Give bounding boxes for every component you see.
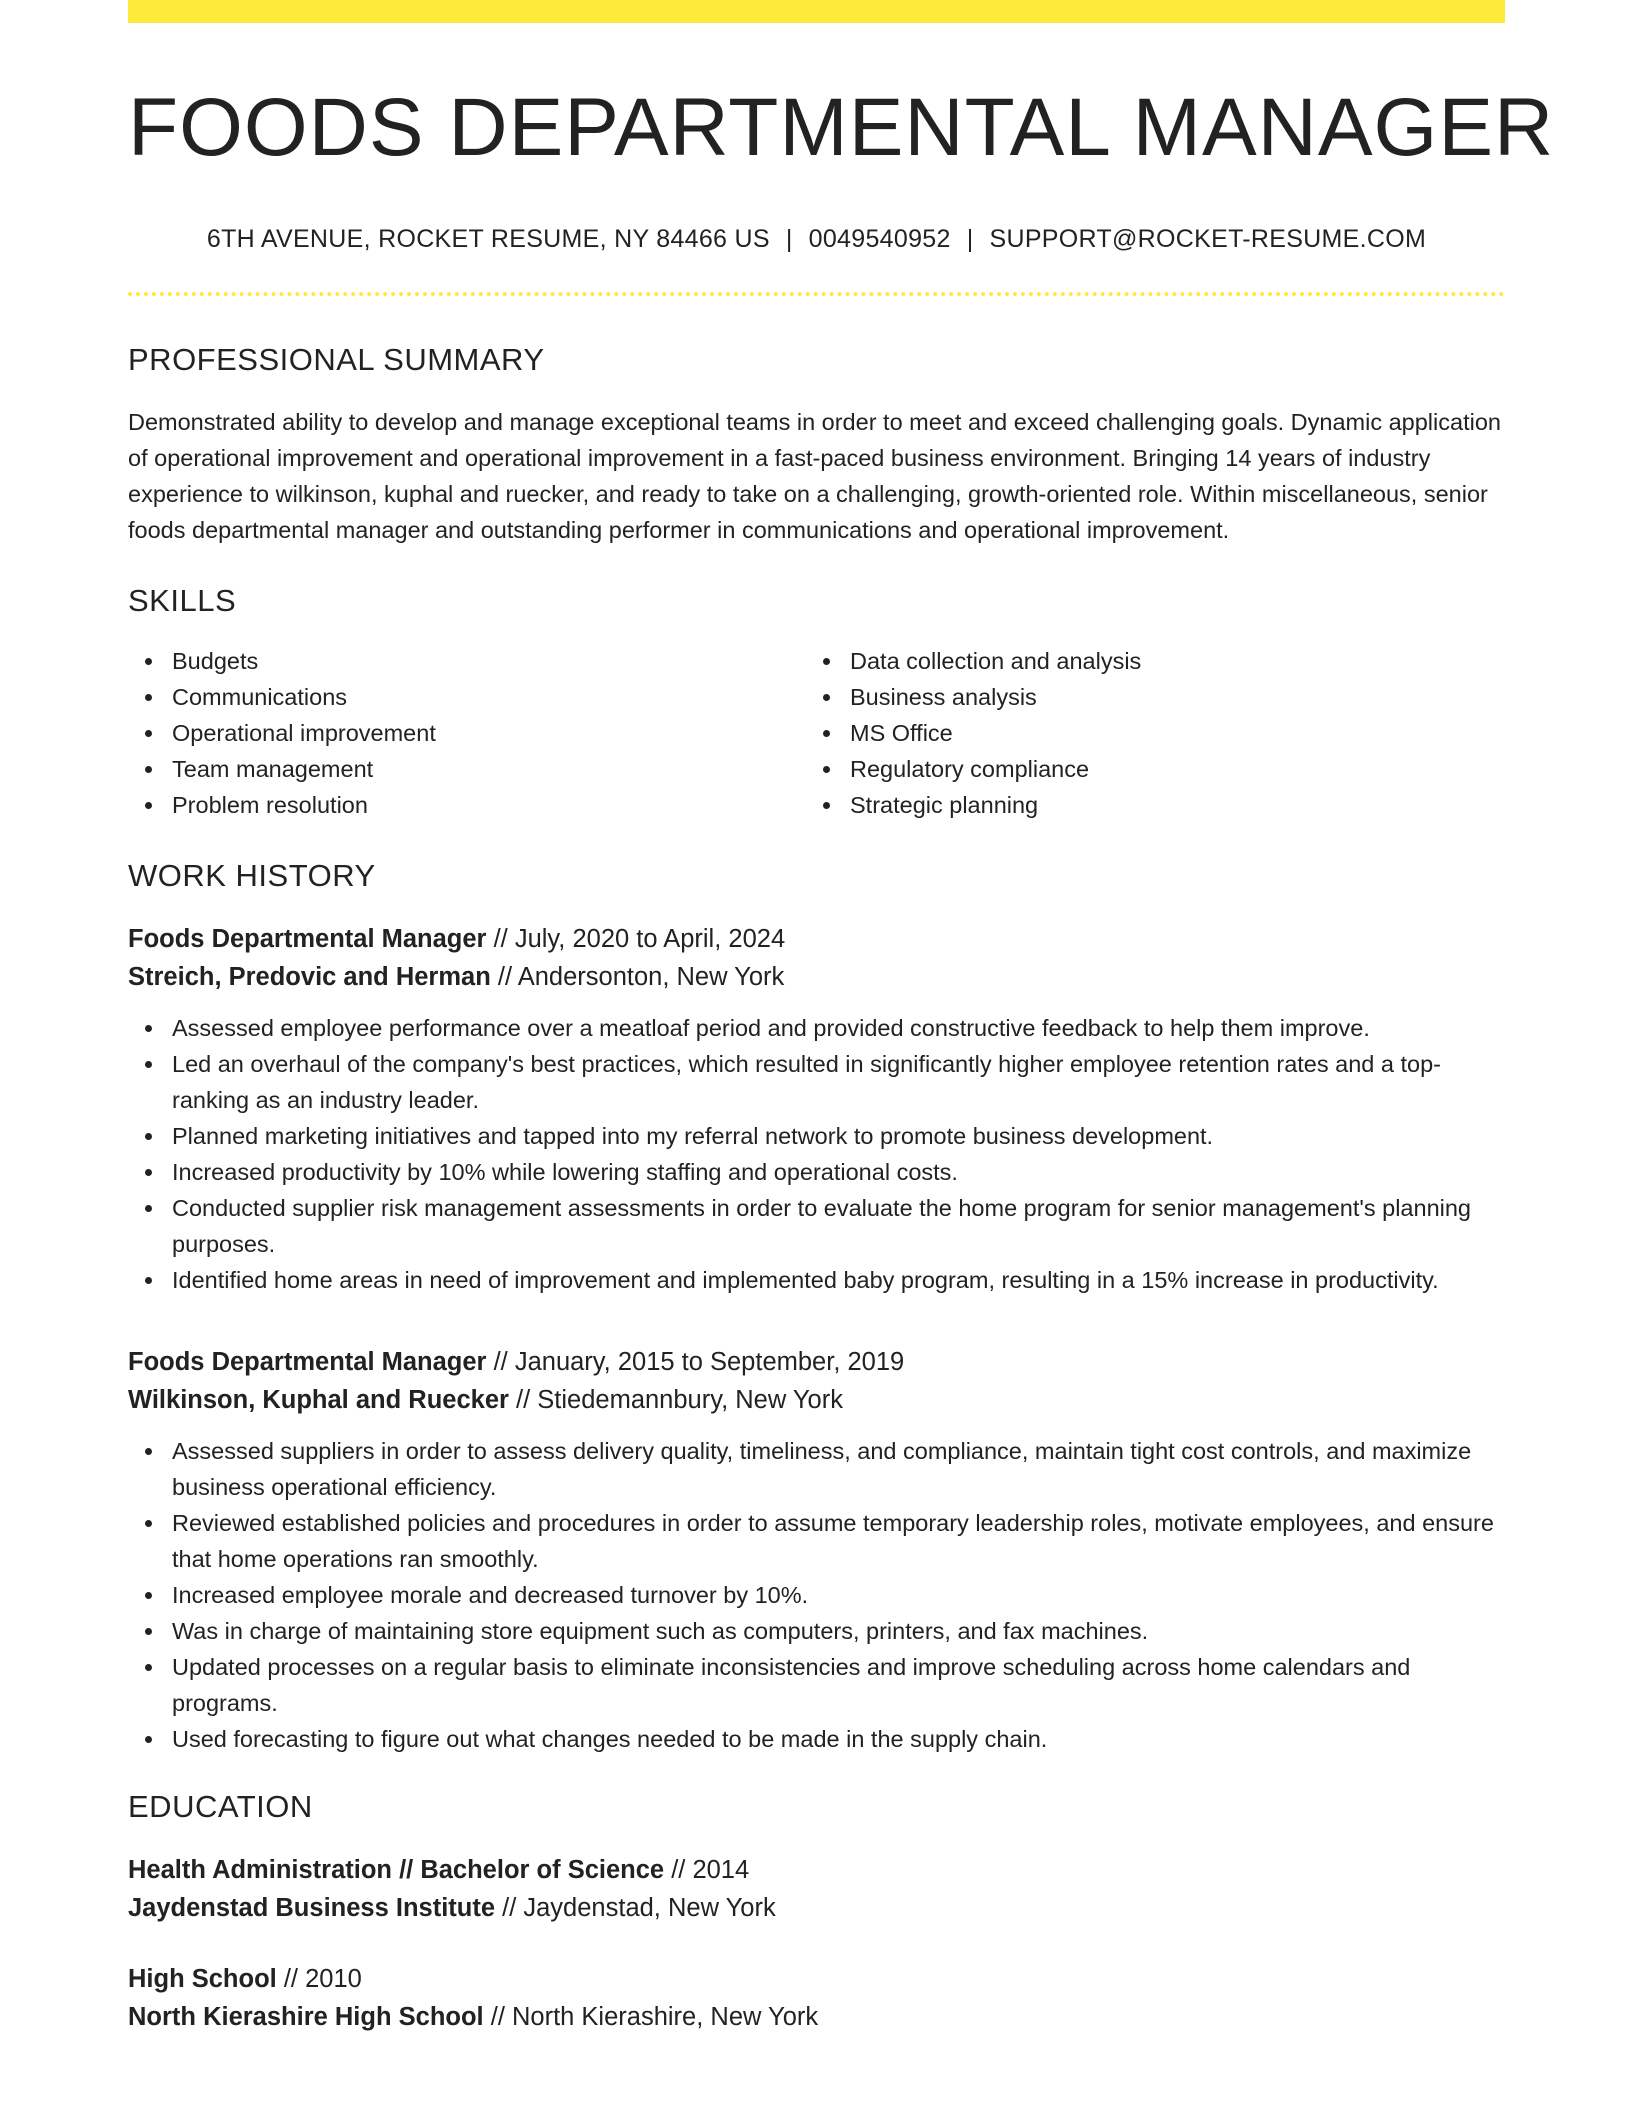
education-location: // North Kierashire, New York xyxy=(490,2003,819,2032)
job-role-line xyxy=(128,920,1505,958)
education-degree-line xyxy=(128,1960,1505,1998)
job-bullets xyxy=(128,1010,1505,1298)
job-location: // Stiedemannbury, New York xyxy=(516,1386,843,1415)
education-degree: High School xyxy=(128,1965,277,1994)
skills-column-right xyxy=(806,643,1484,823)
job-bullet: Reviewed established policies and procedures in order to assume temporary leadership roles, motivate employees, and ensure that home operations ran smoothly. xyxy=(172,1505,1505,1577)
skill-item: Data collection and analysis xyxy=(850,643,1484,679)
job-bullet: Used forecasting to figure out what changes needed to be made in the supply chain. xyxy=(172,1721,1505,1757)
skill-item: Problem resolution xyxy=(172,787,806,823)
job-bullet: Updated processes on a regular basis to eliminate inconsistencies and improve scheduling across home calendars and programs. xyxy=(172,1649,1505,1721)
skill-item: Communications xyxy=(172,679,806,715)
education-school: North Kierashire High School xyxy=(128,2003,484,2032)
dotted-divider xyxy=(128,292,1505,296)
job-location: // Andersonton, New York xyxy=(497,963,785,992)
job-company: Streich, Predovic and Herman xyxy=(128,963,491,992)
summary-text: Demonstrated ability to develop and manage exceptional teams in order to meet and exceed challenging goals. Dynamic application of operational improvement and operational improvement in a fast-paced business environment. Bringing 14 years of industry experience to wilkinson, kuphal and ruecker, and ready to take on a challenging, growth-oriented role. Within miscellaneous, senior foods departmental manager and outstanding performer in communications and operational improvement. xyxy=(128,409,1501,544)
skills-list xyxy=(128,643,1505,823)
job-role-line xyxy=(128,1343,1505,1381)
job-bullet: Assessed suppliers in order to assess delivery quality, timeliness, and compliance, maintain tight cost controls, and maximize business operational efficiency. xyxy=(172,1433,1505,1505)
contact-separator: | xyxy=(785,225,793,254)
skills-heading: SKILLS xyxy=(128,583,237,619)
candidate-title: FOODS DEPARTMENTAL MANAGER xyxy=(128,82,1555,173)
job-bullet: Conducted supplier risk management assessments in order to evaluate the home program for senior management's planning purposes. xyxy=(172,1190,1505,1262)
education-school-line xyxy=(128,1998,1505,2036)
education-school: Jaydenstad Business Institute xyxy=(128,1894,496,1923)
skill-item: Team management xyxy=(172,751,806,787)
education-heading: EDUCATION xyxy=(128,1789,313,1825)
contact-separator: | xyxy=(966,225,974,254)
job-dates: // January, 2015 to September, 2019 xyxy=(493,1348,905,1377)
contact-address: 6TH AVENUE, ROCKET RESUME, NY 84466 US xyxy=(206,225,770,254)
skills-column-left xyxy=(128,643,806,823)
education-degree: Health Administration // Bachelor of Science xyxy=(128,1856,665,1885)
job-bullet: Assessed employee performance over a meatloaf period and provided constructive feedback to help them improve. xyxy=(172,1010,1505,1046)
job-company-line xyxy=(128,1381,1505,1419)
skill-item: Budgets xyxy=(172,643,806,679)
skill-item: Operational improvement xyxy=(172,715,806,751)
accent-top-bar xyxy=(128,0,1505,23)
contact-email: SUPPORT@ROCKET-RESUME.COM xyxy=(989,225,1427,254)
job-dates: // July, 2020 to April, 2024 xyxy=(493,925,786,954)
job-company: Wilkinson, Kuphal and Ruecker xyxy=(128,1386,509,1415)
job-bullet: Led an overhaul of the company's best practices, which resulted in significantly higher employee retention rates and a top-ranking as an industry leader. xyxy=(172,1046,1505,1118)
job-bullet: Planned marketing initiatives and tapped into my referral network to promote business development. xyxy=(172,1118,1505,1154)
job-bullet: Increased productivity by 10% while lowering staffing and operational costs. xyxy=(172,1154,1505,1190)
job-bullet: Increased employee morale and decreased turnover by 10%. xyxy=(172,1577,1505,1613)
summary-heading: PROFESSIONAL SUMMARY xyxy=(128,342,545,378)
education-year: // 2010 xyxy=(283,1965,362,1994)
skill-item: Business analysis xyxy=(850,679,1484,715)
job-company-line xyxy=(128,958,1505,996)
resume-page xyxy=(128,0,1555,2036)
work-history-heading: WORK HISTORY xyxy=(128,858,376,894)
education-location: // Jaydenstad, New York xyxy=(502,1894,776,1923)
skill-item: Strategic planning xyxy=(850,787,1484,823)
education-year: // 2014 xyxy=(671,1856,750,1885)
job-role: Foods Departmental Manager xyxy=(128,1348,487,1377)
education-school-line xyxy=(128,1889,1505,1927)
education-entry xyxy=(128,1960,1505,2036)
job-bullet: Was in charge of maintaining store equipment such as computers, printers, and fax machines. xyxy=(172,1613,1505,1649)
contact-line xyxy=(128,225,1505,254)
skill-item: Regulatory compliance xyxy=(850,751,1484,787)
job-entry xyxy=(128,1343,1505,1757)
skill-item: MS Office xyxy=(850,715,1484,751)
job-role: Foods Departmental Manager xyxy=(128,925,487,954)
education-entry xyxy=(128,1851,1505,1927)
job-bullets xyxy=(128,1433,1505,1757)
contact-phone: 0049540952 xyxy=(808,225,951,254)
education-degree-line xyxy=(128,1851,1505,1889)
job-entry xyxy=(128,920,1505,1298)
job-bullet: Identified home areas in need of improvement and implemented baby program, resulting in a 15% increase in productivity. xyxy=(172,1262,1505,1298)
